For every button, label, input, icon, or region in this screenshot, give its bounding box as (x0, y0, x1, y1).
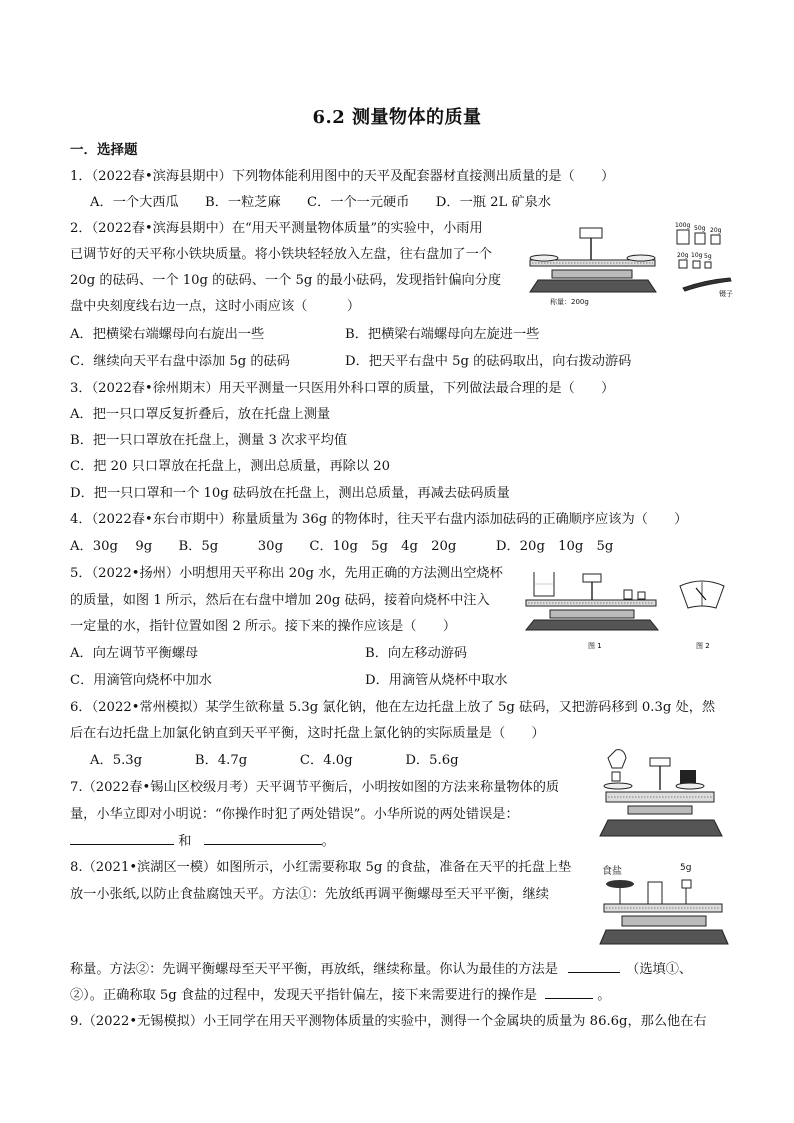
q2-option-d: D．把天平右盘中 5g 的砝码取出，向右拨动游码 (345, 354, 632, 369)
q8-blank-1[interactable] (568, 960, 620, 973)
weight-label-5g: 5g (704, 253, 712, 260)
q4-options: A．30g 9g B．5g 30g C．10g 5g 4g 20g D．20g 10g 5g (70, 539, 614, 554)
q8-line-4 (70, 986, 610, 1005)
q7-line-1: 7.（2022春•锡山区校级月考）天平调节平衡后，小明按如图的方法来称量物体的质 (70, 780, 560, 795)
q2-line-2: 已调节好的天平称小铁块质量。将小铁块轻轻放入左盘，往右盘加了一个 (70, 247, 492, 262)
q8-line-3-end: （选填①、 (626, 962, 693, 977)
q2-figure-caption: 称量：200g (550, 298, 589, 306)
q5-figure-1-label: 图 1 (588, 642, 602, 650)
q6-line-1: 6．（2022•常州模拟）某学生欲称量 5.3g 氯化钠，他在左边托盘上放了 5g 砝码，又把游码移到 0.3g 处，然 (70, 700, 716, 715)
q6-line-2: 后在右边托盘上加氯化钠直到天平平衡，这时托盘上氯化钠的实际质量是（ ） (70, 726, 545, 741)
q6-options: A．5.3g B．4.7g C．4.0g D．5.6g (90, 753, 459, 768)
q8-blank-2[interactable] (545, 986, 593, 999)
q7-line-2: 量，小华立即对小明说：“你操作时犯了两处错误”。小华所说的两处错误是： (70, 807, 519, 822)
page-title: 6.2 测量物体的质量 (312, 107, 482, 128)
q2-line-1: 2．（2022春•滨海县期中）在“用天平测量物体质量”的实验中，小雨用 (70, 221, 483, 236)
q3-stem: 3．（2022春•徐州期末）用天平测量一只医用外科口罩的质量，下列做法最合理的是（ ） (70, 381, 615, 396)
q5-option-a: A．向左调节平衡螺母 (70, 646, 199, 661)
q8-line-3 (70, 960, 692, 979)
q7-answer-line (70, 832, 335, 851)
q2-weights-figure (675, 218, 745, 304)
q5-option-d: D．用滴管从烧杯中取水 (365, 673, 508, 688)
tweezers-label: 镊子 (719, 290, 733, 298)
q3-option-d: D．把一只口罩和一个 10g 砝码放在托盘上，测出总质量，再减去砝码质量 (70, 486, 510, 501)
q5-option-c: C．用滴管向烧杯中加水 (70, 673, 212, 688)
q2-line-3: 20g 的砝码、一个 10g 的砝码、一个 5g 的最小砝码，发现指针偏向分度 (70, 273, 502, 288)
q9-line-1: 9.（2022•无锡模拟）小王同学在用天平测物体质量的实验中，测得一个金属块的质量为 86.6g，那么他在右 (70, 1014, 707, 1029)
q7-blank-2[interactable] (204, 832, 322, 845)
salt-label: 食盐 (602, 866, 622, 877)
q3-option-b: B．把一只口罩放在托盘上，测量 3 次求平均值 (70, 433, 348, 448)
q5-line-1: 5．（2022•扬州）小明想用天平称出 20g 水，先用正确的方法测出空烧杯 (70, 566, 503, 581)
q3-option-c: C．把 20 只口罩放在托盘上，测出总质量，再除以 20 (70, 459, 390, 474)
q8-line-2: 放一小张纸,以防止食盐腐蚀天平。方法①：先放纸再调平衡螺母至天平平衡，继续 (70, 887, 549, 902)
q8-line-4-text: ②）。正确称取 5g 食盐的过程中，发现天平指针偏左，接下来需要进行的操作是 (70, 988, 537, 1003)
q2-option-c: C．继续向天平右盘中添加 5g 的砝码 (70, 354, 290, 369)
q5-figure-2-label: 图 2 (696, 642, 710, 650)
q7-and: 和 (178, 834, 192, 849)
q5-balance-figure (520, 564, 732, 654)
q7-balance-figure (598, 746, 728, 842)
q8-balance-figure (598, 860, 730, 948)
weight-label-10g: 10g (691, 252, 703, 259)
q5-option-b: B．向左移动游码 (365, 646, 468, 661)
weight-label-50g: 50g (694, 225, 706, 232)
q2-line-4: 盘中央刻度线右边一点，这时小雨应该（ ） (70, 299, 361, 314)
q8-line-4-end: 。 (597, 988, 611, 1003)
q3-option-a: A．把一只口罩反复折叠后，放在托盘上测量 (70, 407, 331, 422)
q8-line-3-text: 称量。方法②：先调平衡螺母至天平平衡，再放纸，继续称量。你认为最佳的方法是 (70, 962, 558, 977)
q5-line-2: 的质量，如图 1 所示，然后在右盘中增加 20g 砝码，接着向烧杯中注入 (70, 593, 490, 608)
q8-line-1: 8.（2021•滨湖区一模）如图所示，小红需要称取 5g 的食盐，准备在天平的托盘上垫 (70, 860, 572, 875)
weight-5g-label: 5g (680, 863, 692, 873)
q1-options: A．一个大西瓜 B．一粒芝麻 C．一个一元硬币 D．一瓶 2L 矿泉水 (90, 195, 552, 210)
q2-option-a: A．把横梁右端螺母向右旋出一些 (70, 327, 265, 342)
q4-stem: 4．（2022春•东台市期中）称量质量为 36g 的物体时，往天平右盘内添加砝码的正确顺序应该为（ ） (70, 512, 688, 527)
weight-label-100g: 100g (675, 222, 691, 229)
q2-option-b: B．把横梁右端螺母向左旋进一些 (345, 327, 540, 342)
q7-blank-1[interactable] (70, 832, 174, 845)
q7-end: 。 (321, 834, 335, 849)
q5-line-3: 一定量的水，指针位置如图 2 所示。接下来的操作应该是（ ） (70, 619, 457, 634)
q1-stem: 1．（2022春•滨海县期中）下列物体能利用图中的天平及配套器材直接测出质量的是（ ） (70, 169, 615, 184)
weight-label-20g: 20g (710, 227, 722, 234)
weight-label-20g-b: 20g (677, 252, 689, 259)
q2-balance-figure (520, 222, 670, 308)
section-heading: 一．选择题 (70, 142, 138, 158)
